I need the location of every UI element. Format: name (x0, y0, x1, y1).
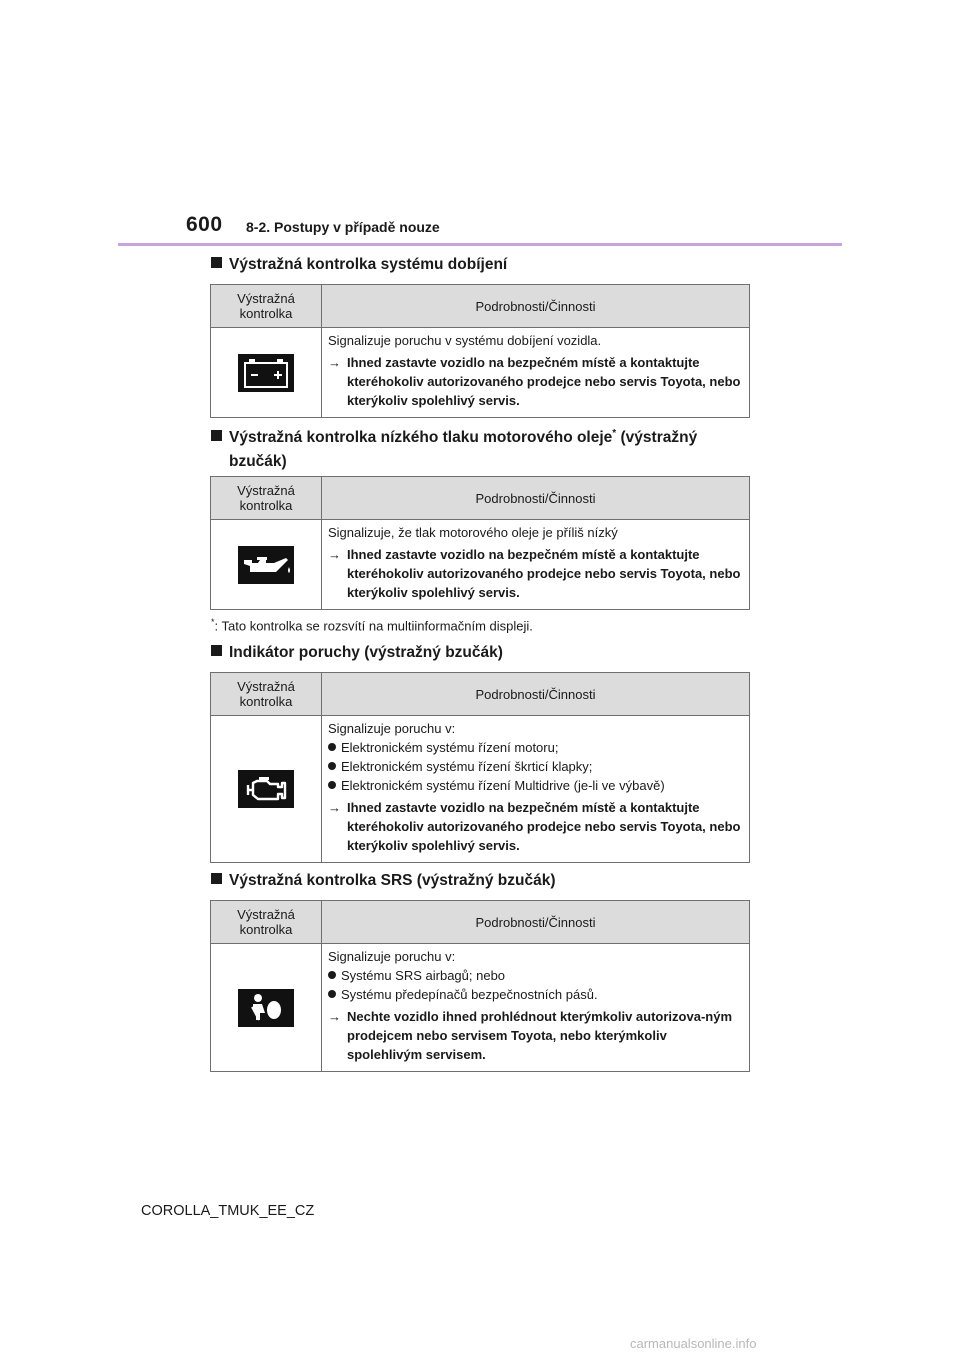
square-bullet-icon (211, 430, 222, 441)
document-id: COROLLA_TMUK_EE_CZ (141, 1203, 315, 1219)
header-rule (118, 243, 842, 246)
section-title-charging: Výstražná kontrolka systému dobíjení (211, 253, 507, 277)
section-title-oil-pressure: Výstražná kontrolka nízkého tlaku motorového oleje* (výstražný bzučák) (211, 422, 697, 474)
check-engine-icon (238, 770, 294, 808)
header-col-details: Podrobnosti/Činnosti (322, 901, 750, 944)
list-item: Elektronickém systému řízení motoru; (328, 738, 743, 757)
section-path: 8-2. Postupy v případě nouze (246, 219, 440, 235)
list-item: Elektronickém systému řízení škrticí klapky; (328, 757, 743, 776)
list-item: Systému SRS airbagů; nebo (328, 966, 743, 985)
airbag-icon (238, 989, 294, 1027)
list-item: Systému předepínačů bezpečnostních pásů. (328, 985, 743, 1004)
bullet-icon (328, 781, 336, 789)
square-bullet-icon (211, 873, 222, 884)
detail-text: Signalizuje, že tlak motorového oleje je příliš nízký (328, 525, 618, 540)
action-text: → Nechte vozidlo ihned prohlédnout kterýmkoliv autorizova-ným prodejcem nebo servisem Toyota, nebo kterýmkoliv spolehlivým servisem. (328, 1009, 732, 1062)
header-col-indicator: Výstražná kontrolka (211, 285, 322, 328)
header-col-indicator: Výstražná kontrolka (211, 901, 322, 944)
header-col-details: Podrobnosti/Činnosti (322, 673, 750, 716)
arrow-icon: → (328, 800, 341, 815)
bullet-icon (328, 743, 336, 751)
detail-text: Signalizuje poruchu v systému dobíjení vozidla. (328, 333, 602, 348)
footnote: *: Tato kontrolka se rozsvítí na multiinformačním displeji. (211, 617, 533, 634)
arrow-icon: → (328, 355, 341, 370)
warning-table-charging (210, 284, 750, 418)
header-col-details: Podrobnosti/Činnosti (322, 285, 750, 328)
arrow-icon: → (328, 1009, 341, 1024)
header-col-details: Podrobnosti/Činnosti (322, 477, 750, 520)
list-item: Elektronickém systému řízení Multidrive (je-li ve výbavě) (328, 776, 743, 795)
footnote-mark: * (612, 428, 617, 439)
action-text: → Ihned zastavte vozidlo na bezpečném místě a kontaktujte kteréhokoliv autorizovaného prodejce nebo servis Toyota, nebo kterýkoliv spolehlivý servis. (328, 800, 741, 853)
page-number: 600 (186, 213, 223, 236)
action-text: → Ihned zastavte vozidlo na bezpečném místě a kontaktujte kteréhokoliv autorizovaného prodejce nebo servis Toyota, nebo kterýkoliv spolehlivý servis. (328, 355, 741, 408)
section-title-malfunction: Indikátor poruchy (výstražný bzučák) (211, 641, 503, 665)
warning-table-oil-pressure (210, 476, 750, 610)
bullet-icon (328, 762, 336, 770)
watermark: carmanualsonline.info (630, 1336, 757, 1351)
bullet-icon (328, 971, 336, 979)
header-col-indicator: Výstražná kontrolka (211, 477, 322, 520)
square-bullet-icon (211, 645, 222, 656)
square-bullet-icon (211, 257, 222, 268)
action-text: → Ihned zastavte vozidlo na bezpečném místě a kontaktujte kteréhokoliv autorizovaného prodejce nebo servis Toyota, nebo kterýkoliv spolehlivý servis. (328, 547, 741, 600)
detail-text: Signalizuje poruchu v: (328, 949, 456, 964)
battery-icon (238, 354, 294, 392)
warning-table-malfunction (210, 672, 750, 863)
bullet-icon (328, 990, 336, 998)
section-title-srs: Výstražná kontrolka SRS (výstražný bzučák) (211, 869, 555, 893)
arrow-icon: → (328, 547, 341, 562)
detail-text: Signalizuje poruchu v: (328, 721, 456, 736)
header-col-indicator: Výstražná kontrolka (211, 673, 322, 716)
warning-table-srs (210, 900, 750, 1072)
oil-can-icon (238, 546, 294, 584)
